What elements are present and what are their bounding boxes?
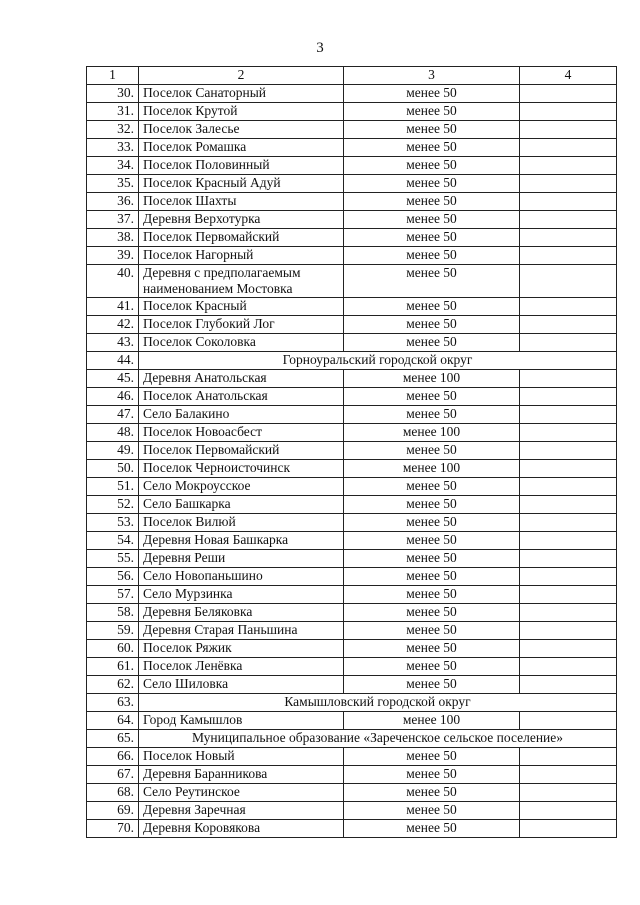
table-row [87, 229, 617, 247]
column-4-cell [520, 424, 617, 442]
population-value: менее 50 [344, 406, 520, 424]
column-4-cell [520, 514, 617, 532]
settlement-name: Деревня Баранникова [139, 766, 344, 784]
table-row [87, 388, 617, 406]
settlement-name: Деревня с предполагаемым наименованием Мостовка [139, 265, 344, 298]
row-number: 54. [87, 532, 139, 550]
population-value: менее 50 [344, 496, 520, 514]
settlement-name: Село Реутинское [139, 784, 344, 802]
population-value: менее 50 [344, 388, 520, 406]
settlement-name: Село Мурзинка [139, 586, 344, 604]
population-value: менее 50 [344, 247, 520, 265]
table-row [87, 247, 617, 265]
population-value: менее 50 [344, 85, 520, 103]
column-4-cell [520, 496, 617, 514]
table-row [87, 85, 617, 103]
row-number: 33. [87, 139, 139, 157]
settlement-name: Поселок Красный Адуй [139, 175, 344, 193]
population-value: менее 50 [344, 265, 520, 298]
population-value: менее 50 [344, 604, 520, 622]
row-number: 38. [87, 229, 139, 247]
settlement-name: Поселок Глубокий Лог [139, 316, 344, 334]
population-value: менее 100 [344, 460, 520, 478]
column-4-cell [520, 103, 617, 121]
settlement-name: Деревня Старая Паньшина [139, 622, 344, 640]
table-row [87, 514, 617, 532]
settlement-name: Поселок Ромашка [139, 139, 344, 157]
row-number: 57. [87, 586, 139, 604]
table-row [87, 712, 617, 730]
row-number: 62. [87, 676, 139, 694]
table-row [87, 193, 617, 211]
header-cell-4: 4 [520, 67, 617, 85]
population-value: менее 50 [344, 211, 520, 229]
table-row [87, 139, 617, 157]
column-4-cell [520, 604, 617, 622]
section-row [87, 730, 617, 748]
population-value: менее 50 [344, 514, 520, 532]
settlement-name: Поселок Первомайский [139, 229, 344, 247]
row-number: 48. [87, 424, 139, 442]
section-row [87, 352, 617, 370]
column-4-cell [520, 568, 617, 586]
settlement-name: Деревня Анатольская [139, 370, 344, 388]
settlement-name: Деревня Реши [139, 550, 344, 568]
table-row [87, 748, 617, 766]
population-value: менее 50 [344, 316, 520, 334]
row-number: 32. [87, 121, 139, 139]
table-row [87, 550, 617, 568]
table-row [87, 640, 617, 658]
settlement-name: Город Камышлов [139, 712, 344, 730]
row-number: 40. [87, 265, 139, 298]
row-number: 69. [87, 802, 139, 820]
table-row [87, 175, 617, 193]
population-value: менее 50 [344, 640, 520, 658]
row-number: 45. [87, 370, 139, 388]
population-value: менее 50 [344, 622, 520, 640]
row-number: 41. [87, 298, 139, 316]
population-value: менее 100 [344, 712, 520, 730]
population-value: менее 50 [344, 121, 520, 139]
population-value: менее 50 [344, 193, 520, 211]
header-cell-3: 3 [344, 67, 520, 85]
column-4-cell [520, 193, 617, 211]
table-row [87, 604, 617, 622]
settlement-name: Поселок Первомайский [139, 442, 344, 460]
row-number: 37. [87, 211, 139, 229]
row-number: 53. [87, 514, 139, 532]
row-number: 51. [87, 478, 139, 496]
settlement-name: Поселок Вилюй [139, 514, 344, 532]
population-value: менее 100 [344, 424, 520, 442]
table-row [87, 211, 617, 229]
column-4-cell [520, 247, 617, 265]
population-value: менее 50 [344, 175, 520, 193]
settlement-name: Поселок Крутой [139, 103, 344, 121]
population-value: менее 50 [344, 532, 520, 550]
column-4-cell [520, 712, 617, 730]
row-number: 65. [87, 730, 139, 748]
population-value: менее 50 [344, 442, 520, 460]
row-number: 70. [87, 820, 139, 838]
population-value: менее 100 [344, 370, 520, 388]
section-title: Муниципальное образование «Зареченское сельское поселение» [139, 730, 617, 748]
table-row [87, 658, 617, 676]
row-number: 66. [87, 748, 139, 766]
population-value: менее 50 [344, 139, 520, 157]
population-value: менее 50 [344, 748, 520, 766]
row-number: 43. [87, 334, 139, 352]
table-row [87, 370, 617, 388]
column-4-cell [520, 640, 617, 658]
table-row [87, 334, 617, 352]
row-number: 42. [87, 316, 139, 334]
column-4-cell [520, 820, 617, 838]
row-number: 56. [87, 568, 139, 586]
column-4-cell [520, 622, 617, 640]
row-number: 34. [87, 157, 139, 175]
table-row [87, 424, 617, 442]
column-4-cell [520, 388, 617, 406]
settlement-name: Поселок Анатольская [139, 388, 344, 406]
settlements-table [86, 66, 617, 838]
row-number: 68. [87, 784, 139, 802]
population-value: менее 50 [344, 676, 520, 694]
settlement-name: Деревня Заречная [139, 802, 344, 820]
column-4-cell [520, 85, 617, 103]
row-number: 55. [87, 550, 139, 568]
settlement-name: Поселок Красный [139, 298, 344, 316]
population-value: менее 50 [344, 478, 520, 496]
population-value: менее 50 [344, 658, 520, 676]
table-row [87, 532, 617, 550]
table-row [87, 766, 617, 784]
row-number: 30. [87, 85, 139, 103]
column-4-cell [520, 748, 617, 766]
settlement-name: Поселок Нагорный [139, 247, 344, 265]
column-4-cell [520, 298, 617, 316]
table-body [87, 67, 617, 838]
row-number: 31. [87, 103, 139, 121]
header-cell-2: 2 [139, 67, 344, 85]
settlement-name: Село Мокроусское [139, 478, 344, 496]
section-title: Камышловский городской округ [139, 694, 617, 712]
table-row [87, 157, 617, 175]
settlement-name: Поселок Залесье [139, 121, 344, 139]
table-row [87, 784, 617, 802]
row-number: 35. [87, 175, 139, 193]
column-4-cell [520, 265, 617, 298]
population-value: менее 50 [344, 298, 520, 316]
table-row [87, 265, 617, 298]
table-row [87, 103, 617, 121]
row-number: 67. [87, 766, 139, 784]
population-value: менее 50 [344, 568, 520, 586]
table-row [87, 121, 617, 139]
settlement-name: Село Балакино [139, 406, 344, 424]
population-value: менее 50 [344, 103, 520, 121]
row-number: 64. [87, 712, 139, 730]
row-number: 47. [87, 406, 139, 424]
row-number: 50. [87, 460, 139, 478]
table-row [87, 802, 617, 820]
column-4-cell [520, 157, 617, 175]
column-4-cell [520, 406, 617, 424]
settlement-name: Деревня Коровякова [139, 820, 344, 838]
row-number: 44. [87, 352, 139, 370]
table-row [87, 406, 617, 424]
table-row [87, 586, 617, 604]
settlement-name: Поселок Санаторный [139, 85, 344, 103]
column-4-cell [520, 658, 617, 676]
settlement-name: Село Башкарка [139, 496, 344, 514]
column-4-cell [520, 478, 617, 496]
column-4-cell [520, 175, 617, 193]
row-number: 39. [87, 247, 139, 265]
column-4-cell [520, 211, 617, 229]
settlement-name: Поселок Новый [139, 748, 344, 766]
column-4-cell [520, 586, 617, 604]
table-row [87, 442, 617, 460]
column-4-cell [520, 229, 617, 247]
column-4-cell [520, 550, 617, 568]
settlement-name: Поселок Шахты [139, 193, 344, 211]
population-value: менее 50 [344, 229, 520, 247]
settlement-name: Поселок Ленёвка [139, 658, 344, 676]
population-value: менее 50 [344, 766, 520, 784]
row-number: 58. [87, 604, 139, 622]
column-4-cell [520, 784, 617, 802]
settlement-name: Село Новопаньшино [139, 568, 344, 586]
table-row [87, 820, 617, 838]
row-number: 52. [87, 496, 139, 514]
population-value: менее 50 [344, 802, 520, 820]
population-value: менее 50 [344, 157, 520, 175]
table-row [87, 496, 617, 514]
section-row [87, 694, 617, 712]
column-4-cell [520, 316, 617, 334]
page-number: 3 [316, 40, 324, 56]
table-row [87, 316, 617, 334]
column-4-cell [520, 676, 617, 694]
settlement-name: Село Шиловка [139, 676, 344, 694]
table-row [87, 568, 617, 586]
column-4-cell [520, 370, 617, 388]
column-4-cell [520, 442, 617, 460]
settlement-name: Поселок Черноисточинск [139, 460, 344, 478]
row-number: 63. [87, 694, 139, 712]
settlement-name: Деревня Верхотурка [139, 211, 344, 229]
settlement-name: Поселок Половинный [139, 157, 344, 175]
row-number: 60. [87, 640, 139, 658]
population-value: менее 50 [344, 334, 520, 352]
column-4-cell [520, 802, 617, 820]
population-value: менее 50 [344, 550, 520, 568]
table-row [87, 478, 617, 496]
column-4-cell [520, 766, 617, 784]
column-4-cell [520, 532, 617, 550]
table-row [87, 298, 617, 316]
column-4-cell [520, 139, 617, 157]
column-4-cell [520, 121, 617, 139]
table-row [87, 460, 617, 478]
table-row [87, 622, 617, 640]
settlement-name: Поселок Ряжик [139, 640, 344, 658]
column-4-cell [520, 334, 617, 352]
row-number: 46. [87, 388, 139, 406]
settlement-name: Поселок Соколовка [139, 334, 344, 352]
settlement-name: Поселок Новоасбест [139, 424, 344, 442]
settlement-name: Деревня Беляковка [139, 604, 344, 622]
row-number: 49. [87, 442, 139, 460]
row-number: 36. [87, 193, 139, 211]
settlement-name: Деревня Новая Башкарка [139, 532, 344, 550]
section-title: Горноуральский городской округ [139, 352, 617, 370]
row-number: 61. [87, 658, 139, 676]
header-cell-1: 1 [87, 67, 139, 85]
column-4-cell [520, 460, 617, 478]
table-header-row [87, 67, 617, 85]
table-row [87, 676, 617, 694]
row-number: 59. [87, 622, 139, 640]
population-value: менее 50 [344, 820, 520, 838]
population-value: менее 50 [344, 784, 520, 802]
population-value: менее 50 [344, 586, 520, 604]
